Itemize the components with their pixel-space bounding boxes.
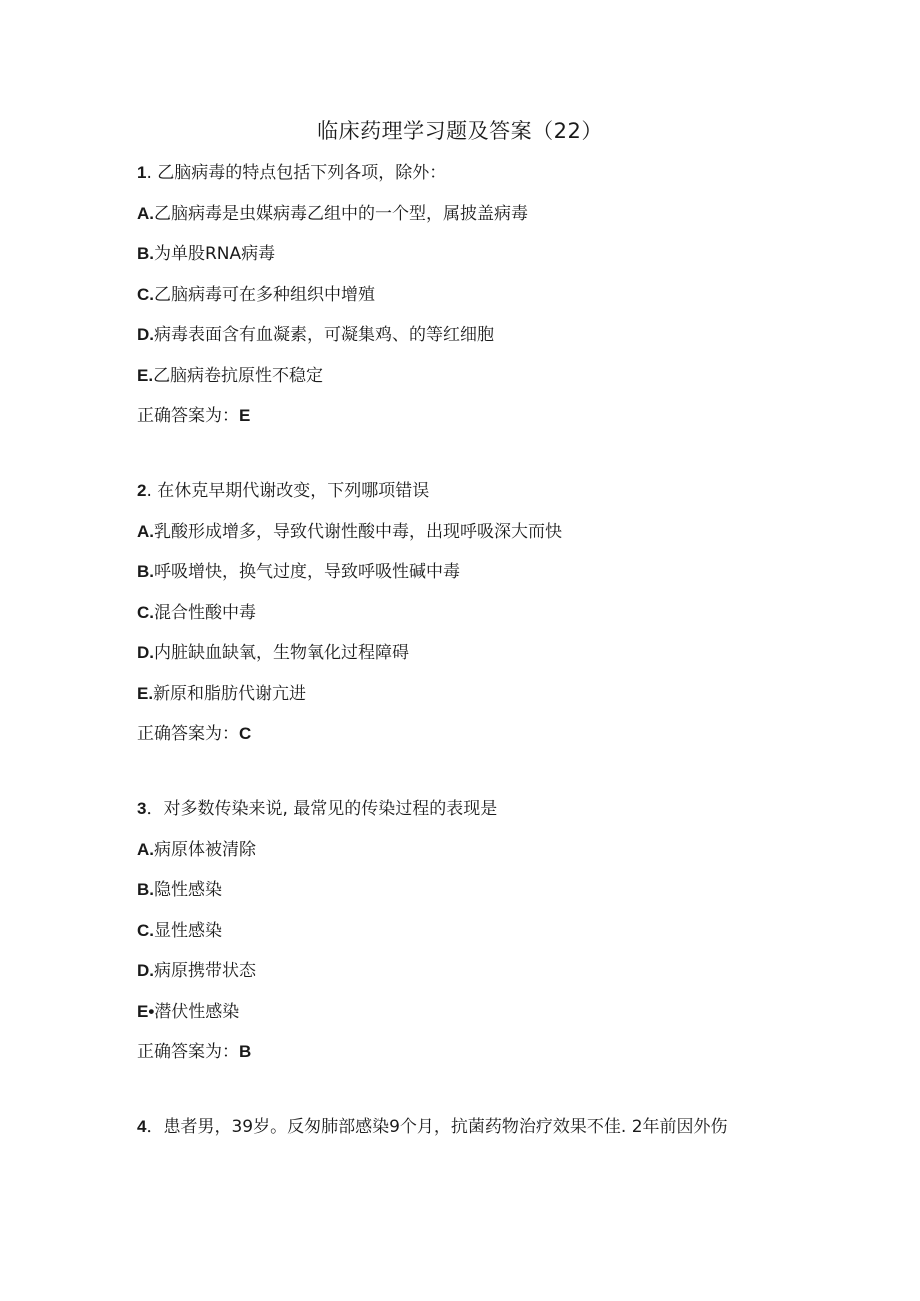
option-letter: A. bbox=[137, 203, 154, 223]
option-letter: C. bbox=[137, 920, 154, 940]
option-letter: E• bbox=[137, 1001, 155, 1021]
option-d bbox=[137, 633, 857, 674]
option-text: 隐性感染 bbox=[154, 880, 222, 900]
question-2 bbox=[137, 471, 857, 755]
answer-value: E bbox=[239, 406, 251, 425]
option-letter: B. bbox=[137, 562, 154, 581]
question-stem bbox=[137, 1107, 857, 1148]
question-4 bbox=[137, 1107, 857, 1148]
answer-line bbox=[137, 714, 857, 755]
option-text: 潜伏性感染 bbox=[154, 1001, 240, 1022]
option-b bbox=[137, 870, 857, 911]
option-letter: D. bbox=[137, 325, 154, 344]
option-text: 呼吸增快，换气过度，导致呼吸性碱中毒 bbox=[154, 562, 460, 582]
option-c bbox=[137, 911, 857, 952]
question-text: ．患者男，39岁。反匆肺部感染9个月，抗菌药物治疗效果不佳. 2年前因外伤 bbox=[146, 1117, 728, 1137]
question-1 bbox=[137, 153, 857, 437]
question-stem bbox=[137, 789, 857, 830]
question-3 bbox=[137, 789, 857, 1073]
option-e bbox=[137, 674, 857, 715]
question-number: 2 bbox=[137, 481, 147, 500]
option-letter: B. bbox=[137, 244, 154, 263]
option-letter: E. bbox=[137, 683, 154, 703]
option-c bbox=[137, 593, 857, 634]
option-text: 为单股RNA病毒 bbox=[154, 244, 276, 264]
answer-label: 正确答案为： bbox=[137, 724, 239, 744]
answer-value: C bbox=[239, 724, 252, 743]
option-text: 混合性酸中毒 bbox=[154, 602, 256, 623]
option-a bbox=[137, 194, 857, 235]
option-text: 新原和脂肪代谢亢进 bbox=[153, 683, 307, 704]
option-letter: D. bbox=[137, 643, 154, 662]
answer-line bbox=[137, 1032, 857, 1073]
option-text: 乙脑病卷抗原性不稳定 bbox=[153, 365, 324, 386]
question-stem bbox=[137, 471, 857, 512]
option-letter: C. bbox=[137, 284, 154, 304]
answer-label: 正确答案为： bbox=[137, 406, 239, 426]
option-text: 病原体被清除 bbox=[154, 839, 256, 860]
option-letter: A. bbox=[137, 521, 154, 541]
option-b bbox=[137, 552, 857, 593]
answer-line bbox=[137, 396, 857, 437]
option-e bbox=[137, 992, 857, 1033]
question-number: 4 bbox=[137, 1117, 147, 1136]
option-d bbox=[137, 951, 857, 992]
option-e bbox=[137, 356, 857, 397]
question-stem bbox=[137, 153, 857, 194]
option-letter: C. bbox=[137, 602, 154, 622]
question-number: 1 bbox=[137, 163, 147, 182]
option-letter: D. bbox=[137, 961, 154, 980]
answer-label: 正确答案为： bbox=[137, 1042, 239, 1062]
option-text: 乙脑病毒是虫媒病毒乙组中的一个型，属披盖病毒 bbox=[154, 203, 528, 224]
option-letter: B. bbox=[137, 880, 154, 899]
option-text: 乳酸形成增多，导致代谢性酸中毒，出现呼吸深大而快 bbox=[154, 521, 562, 542]
option-d bbox=[137, 315, 857, 356]
option-text: 内脏缺血缺氧，生物氧化过程障碍 bbox=[154, 643, 409, 663]
question-text: ．对多数传染来说, 最常见的传染过程的表现是 bbox=[146, 799, 498, 819]
option-a bbox=[137, 830, 857, 871]
option-text: 乙脑病毒可在多种组织中增殖 bbox=[154, 284, 375, 305]
option-text: 病原携带状态 bbox=[154, 961, 256, 981]
question-number: 3 bbox=[137, 799, 147, 818]
option-letter: A. bbox=[137, 839, 154, 859]
question-text: . 乙脑病毒的特点包括下列各项，除外： bbox=[146, 163, 447, 183]
option-letter: E. bbox=[137, 365, 154, 385]
question-text: . 在休克早期代谢改变，下列哪项错误 bbox=[146, 481, 430, 501]
option-text: 病毒表面含有血凝素，可凝集鸡、的等红细胞 bbox=[154, 325, 494, 345]
option-text: 显性感染 bbox=[154, 920, 222, 941]
answer-value: B bbox=[239, 1042, 252, 1061]
option-b bbox=[137, 234, 857, 275]
option-c bbox=[137, 275, 857, 316]
page-title: 临床药理学习题及答案（22） bbox=[317, 119, 603, 143]
option-a bbox=[137, 512, 857, 553]
